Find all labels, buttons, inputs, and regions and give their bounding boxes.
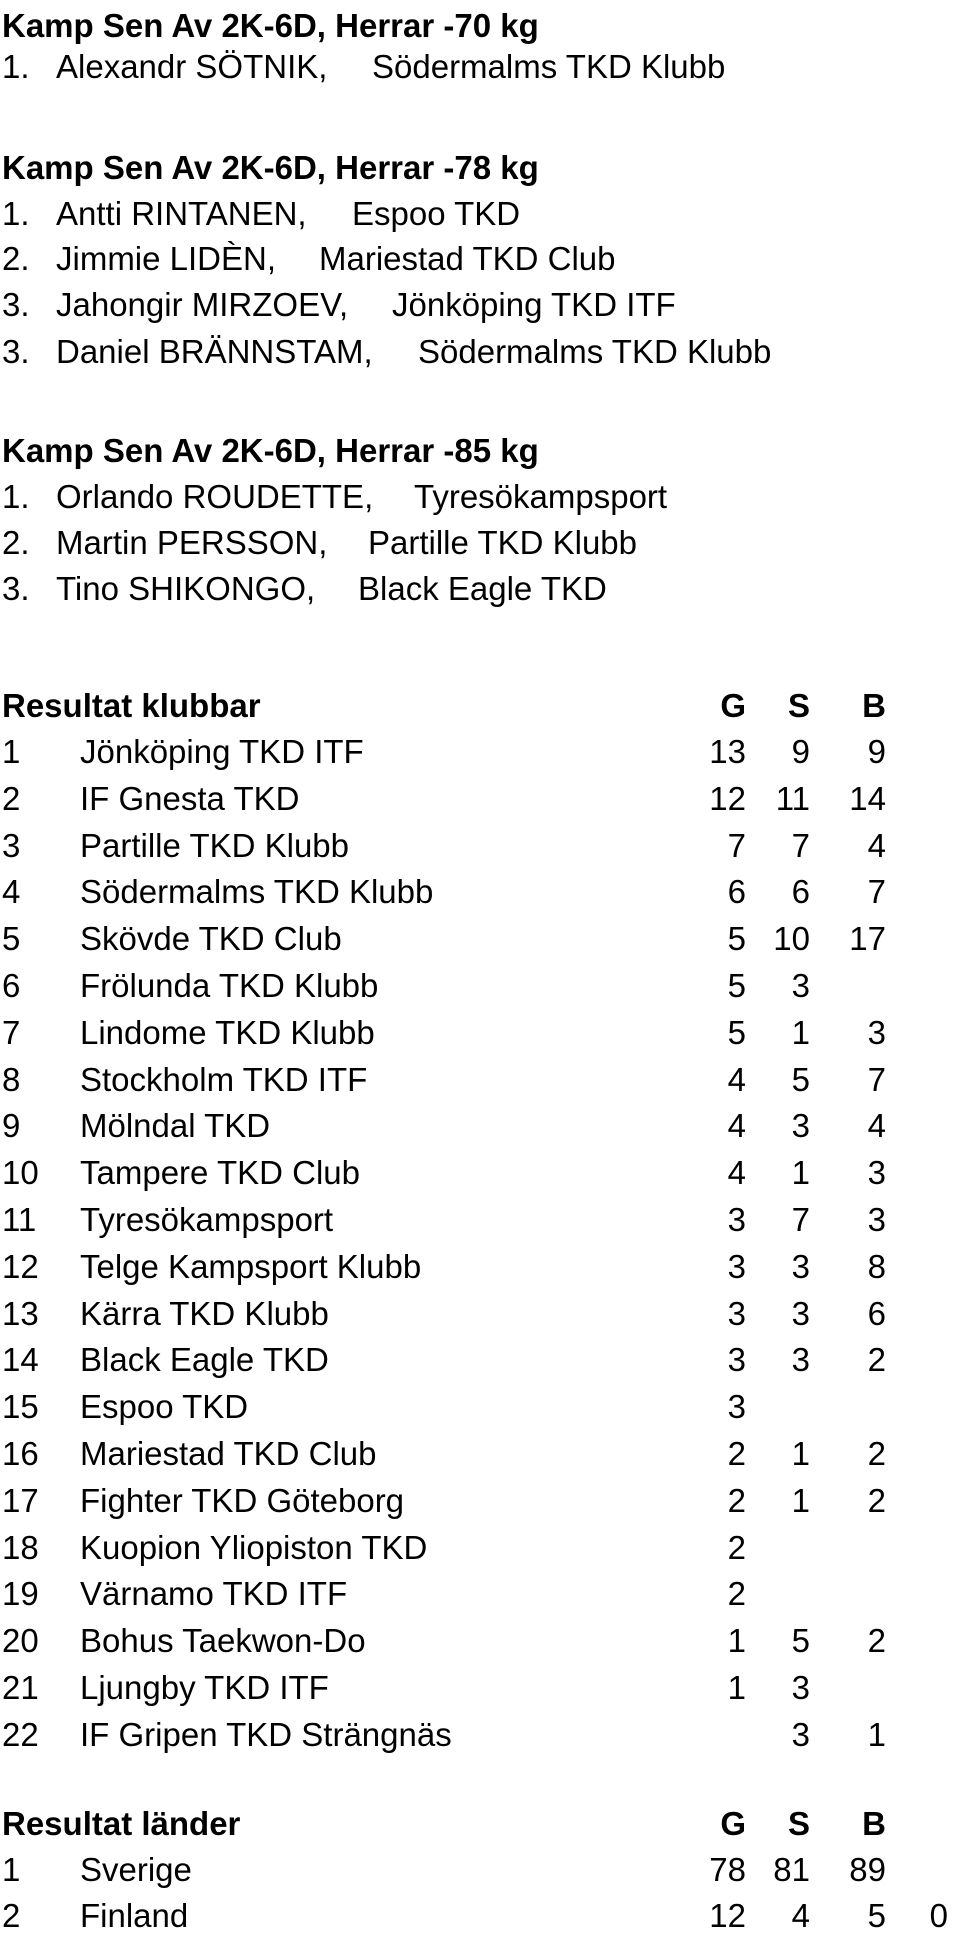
placing-place: 1. bbox=[2, 195, 30, 232]
row-rank: 9 bbox=[2, 1107, 21, 1145]
placing-place: 3. bbox=[2, 286, 30, 323]
row-name: Mölndal TKD bbox=[80, 1107, 271, 1145]
row-silver: 6 bbox=[791, 873, 810, 911]
row-name: Södermalms TKD Klubb bbox=[80, 873, 434, 911]
row-name: Fighter TKD Göteborg bbox=[80, 1481, 405, 1519]
row-silver: 7 bbox=[791, 826, 810, 864]
placing-name: Orlando ROUDETTE, bbox=[56, 478, 374, 515]
row-rank: 16 bbox=[2, 1435, 39, 1472]
row-silver: 10 bbox=[773, 920, 810, 958]
row-name: IF Gnesta TKD bbox=[80, 779, 300, 817]
club-row bbox=[0, 1057, 960, 1103]
row-gold: 3 bbox=[727, 1388, 746, 1426]
row-rank: 20 bbox=[2, 1622, 39, 1660]
row-gold: 2 bbox=[727, 1575, 746, 1613]
row-bronze: 14 bbox=[849, 779, 886, 817]
placing-club: Jönköping TKD ITF bbox=[392, 286, 676, 323]
placing-club: Partille TKD Klubb bbox=[368, 524, 638, 561]
placing-club: Mariestad TKD Club bbox=[319, 240, 616, 277]
row-rank: 1 bbox=[2, 733, 21, 770]
row-rank: 17 bbox=[2, 1481, 39, 1519]
row-gold: 3 bbox=[727, 1294, 746, 1332]
country-results-title: Resultat länder bbox=[2, 1805, 241, 1842]
row-silver: 3 bbox=[791, 1247, 810, 1285]
row-gold: 3 bbox=[727, 1201, 746, 1238]
row-name: Partille TKD Klubb bbox=[80, 826, 350, 864]
row-name: Lindome TKD Klubb bbox=[80, 1013, 375, 1051]
row-rank: 15 bbox=[2, 1388, 39, 1426]
division-title-text: Kamp Sen Av 2K-6D, Herrar -70 kg bbox=[2, 7, 539, 44]
row-silver: 81 bbox=[773, 1851, 810, 1888]
row-name: Tampere TKD Club bbox=[80, 1154, 361, 1192]
row-rank: 7 bbox=[2, 1013, 21, 1051]
club-row bbox=[0, 1712, 960, 1758]
row-rank: 1 bbox=[2, 1851, 21, 1888]
row-silver: 11 bbox=[775, 779, 810, 817]
row-name: IF Gripen TKD Strängnäs bbox=[80, 1715, 452, 1753]
row-silver: 3 bbox=[791, 967, 810, 1004]
row-bronze: 2 bbox=[867, 1341, 886, 1379]
row-bronze: 2 bbox=[867, 1622, 886, 1660]
header-silver: S bbox=[787, 1805, 810, 1842]
row-gold: 2 bbox=[727, 1435, 746, 1472]
row-gold: 4 bbox=[727, 1060, 746, 1098]
placing-name: Alexandr SÖTNIK, bbox=[56, 48, 328, 85]
header-gold: G bbox=[720, 1805, 746, 1842]
row-silver: 4 bbox=[791, 1897, 810, 1934]
club-row bbox=[0, 1150, 960, 1196]
row-name: Ljungby TKD ITF bbox=[80, 1669, 329, 1706]
row-bronze: 5 bbox=[867, 1897, 886, 1934]
row-rank: 11 bbox=[2, 1201, 37, 1238]
row-bronze: 8 bbox=[867, 1247, 886, 1285]
club-row bbox=[0, 823, 960, 869]
row-name: Telge Kampsport Klubb bbox=[80, 1247, 422, 1285]
row-rank: 4 bbox=[2, 873, 21, 911]
row-bronze: 3 bbox=[867, 1201, 886, 1238]
row-rank: 22 bbox=[2, 1715, 39, 1753]
placing-place: 1. bbox=[2, 48, 30, 85]
row-gold: 4 bbox=[727, 1107, 746, 1145]
placing-name: Tino SHIKONGO, bbox=[56, 570, 316, 607]
row-gold: 12 bbox=[709, 779, 746, 817]
row-name: Espoo TKD bbox=[80, 1388, 249, 1426]
row-bronze: 7 bbox=[867, 1060, 886, 1098]
row-silver: 3 bbox=[791, 1669, 810, 1706]
row-rank: 6 bbox=[2, 967, 21, 1004]
row-name: Jönköping TKD ITF bbox=[80, 733, 364, 770]
club-row bbox=[0, 776, 960, 822]
row-name: Värnamo TKD ITF bbox=[80, 1575, 348, 1613]
placing-name: Jahongir MIRZOEV, bbox=[56, 286, 349, 323]
club-row bbox=[0, 1665, 960, 1711]
row-rank: 8 bbox=[2, 1060, 21, 1098]
row-bronze: 89 bbox=[849, 1851, 886, 1888]
header-bronze: B bbox=[862, 1805, 886, 1842]
row-rank: 19 bbox=[2, 1575, 39, 1613]
row-bronze: 17 bbox=[849, 920, 886, 958]
row-bronze: 4 bbox=[867, 826, 886, 864]
club-row bbox=[0, 1618, 960, 1664]
row-gold: 13 bbox=[709, 733, 746, 770]
header-gold: G bbox=[720, 687, 746, 724]
division-title-text: Kamp Sen Av 2K-6D, Herrar -78 kg bbox=[2, 149, 539, 186]
placing-name: Daniel BRÄNNSTAM, bbox=[56, 333, 373, 370]
club-row bbox=[0, 1337, 960, 1383]
row-rank: 2 bbox=[2, 779, 21, 817]
row-gold: 5 bbox=[727, 967, 746, 1004]
row-bronze: 7 bbox=[867, 873, 886, 911]
row-name: Bohus Taekwon-Do bbox=[80, 1622, 366, 1660]
row-gold: 3 bbox=[727, 1341, 746, 1379]
club-row bbox=[0, 869, 960, 915]
row-name: Tyresökampsport bbox=[80, 1201, 334, 1238]
club-row bbox=[0, 1291, 960, 1337]
row-name: Frölunda TKD Klubb bbox=[80, 967, 379, 1004]
club-row bbox=[0, 1244, 960, 1290]
club-row bbox=[0, 1197, 960, 1243]
header-silver: S bbox=[787, 687, 810, 724]
row-bronze: 3 bbox=[867, 1154, 886, 1192]
row-name: Sverige bbox=[80, 1851, 192, 1888]
row-gold: 5 bbox=[727, 920, 746, 958]
header-bronze: B bbox=[862, 687, 886, 724]
club-row bbox=[0, 1010, 960, 1056]
row-silver: 7 bbox=[791, 1201, 810, 1238]
row-rank: 5 bbox=[2, 920, 21, 958]
row-rank: 14 bbox=[2, 1341, 39, 1379]
row-rank: 2 bbox=[2, 1897, 21, 1934]
row-gold: 6 bbox=[727, 873, 746, 911]
row-gold: 2 bbox=[727, 1528, 746, 1566]
placing-place: 2. bbox=[2, 240, 30, 277]
placing-place: 3. bbox=[2, 570, 30, 607]
row-bronze: 4 bbox=[867, 1107, 886, 1145]
row-silver: 1 bbox=[791, 1013, 810, 1051]
row-rank: 12 bbox=[2, 1247, 39, 1285]
row-silver: 3 bbox=[791, 1715, 810, 1753]
country-row bbox=[0, 1893, 960, 1939]
placing-place: 3. bbox=[2, 333, 30, 370]
row-silver: 9 bbox=[791, 733, 810, 770]
division-title-text: Kamp Sen Av 2K-6D, Herrar -85 kg bbox=[2, 432, 539, 469]
row-bronze: 2 bbox=[867, 1435, 886, 1472]
row-silver: 1 bbox=[791, 1154, 810, 1192]
row-gold: 1 bbox=[727, 1669, 746, 1706]
placing-name: Antti RINTANEN, bbox=[56, 195, 307, 232]
country-row bbox=[0, 1847, 960, 1893]
row-gold: 78 bbox=[709, 1851, 746, 1888]
row-silver: 1 bbox=[791, 1481, 810, 1519]
row-gold: 12 bbox=[709, 1897, 746, 1934]
row-name: Kuopion Yliopiston TKD bbox=[80, 1528, 428, 1566]
row-gold: 5 bbox=[727, 1013, 746, 1051]
row-gold: 2 bbox=[727, 1481, 746, 1519]
club-row bbox=[0, 916, 960, 962]
row-name: Finland bbox=[80, 1897, 189, 1934]
row-name: Skövde TKD Club bbox=[80, 920, 342, 958]
row-name: Kärra TKD Klubb bbox=[80, 1294, 329, 1332]
row-gold: 1 bbox=[727, 1622, 746, 1660]
row-bronze: 6 bbox=[867, 1294, 886, 1332]
placing-club: Black Eagle TKD bbox=[358, 570, 607, 607]
row-name: Black Eagle TKD bbox=[80, 1341, 329, 1379]
row-gold: 7 bbox=[727, 826, 746, 864]
row-gold: 3 bbox=[727, 1247, 746, 1285]
row-rank: 10 bbox=[2, 1154, 39, 1192]
row-rank: 18 bbox=[2, 1528, 39, 1566]
club-results-title: Resultat klubbar bbox=[2, 687, 261, 724]
row-rank: 3 bbox=[2, 826, 21, 864]
row-silver: 5 bbox=[791, 1060, 810, 1098]
placing-club: Södermalms TKD Klubb bbox=[418, 333, 772, 370]
row-name: Stockholm TKD ITF bbox=[80, 1060, 368, 1098]
club-row bbox=[0, 729, 960, 775]
country-results-header bbox=[0, 1801, 960, 1847]
row-silver: 1 bbox=[791, 1435, 810, 1472]
row-rank: 21 bbox=[2, 1669, 39, 1706]
placing-name: Jimmie LIDÈN, bbox=[56, 240, 277, 277]
club-row bbox=[0, 1571, 960, 1617]
row-bronze: 9 bbox=[867, 733, 886, 770]
row-bronze: 2 bbox=[867, 1481, 886, 1519]
row-silver: 5 bbox=[791, 1622, 810, 1660]
club-row bbox=[0, 1384, 960, 1430]
row-bronze: 1 bbox=[867, 1715, 886, 1753]
row-silver: 3 bbox=[791, 1341, 810, 1379]
club-row bbox=[0, 1431, 960, 1477]
placing-club: Södermalms TKD Klubb bbox=[372, 48, 726, 85]
club-results-header bbox=[0, 683, 960, 729]
row-bronze: 3 bbox=[867, 1013, 886, 1051]
row-silver: 3 bbox=[791, 1107, 810, 1145]
club-row bbox=[0, 1478, 960, 1524]
row-silver: 3 bbox=[791, 1294, 810, 1332]
placing-place: 1. bbox=[2, 478, 30, 515]
placing-place: 2. bbox=[2, 524, 30, 561]
row-extra: 0 bbox=[929, 1897, 948, 1934]
club-row bbox=[0, 1103, 960, 1149]
club-row bbox=[0, 1525, 960, 1571]
placing-club: Espoo TKD bbox=[352, 195, 521, 232]
club-row bbox=[0, 963, 960, 1009]
row-name: Mariestad TKD Club bbox=[80, 1435, 377, 1472]
row-gold: 4 bbox=[727, 1154, 746, 1192]
row-rank: 13 bbox=[2, 1294, 39, 1332]
placing-name: Martin PERSSON, bbox=[56, 524, 328, 561]
placing-club: Tyresökampsport bbox=[414, 478, 668, 515]
